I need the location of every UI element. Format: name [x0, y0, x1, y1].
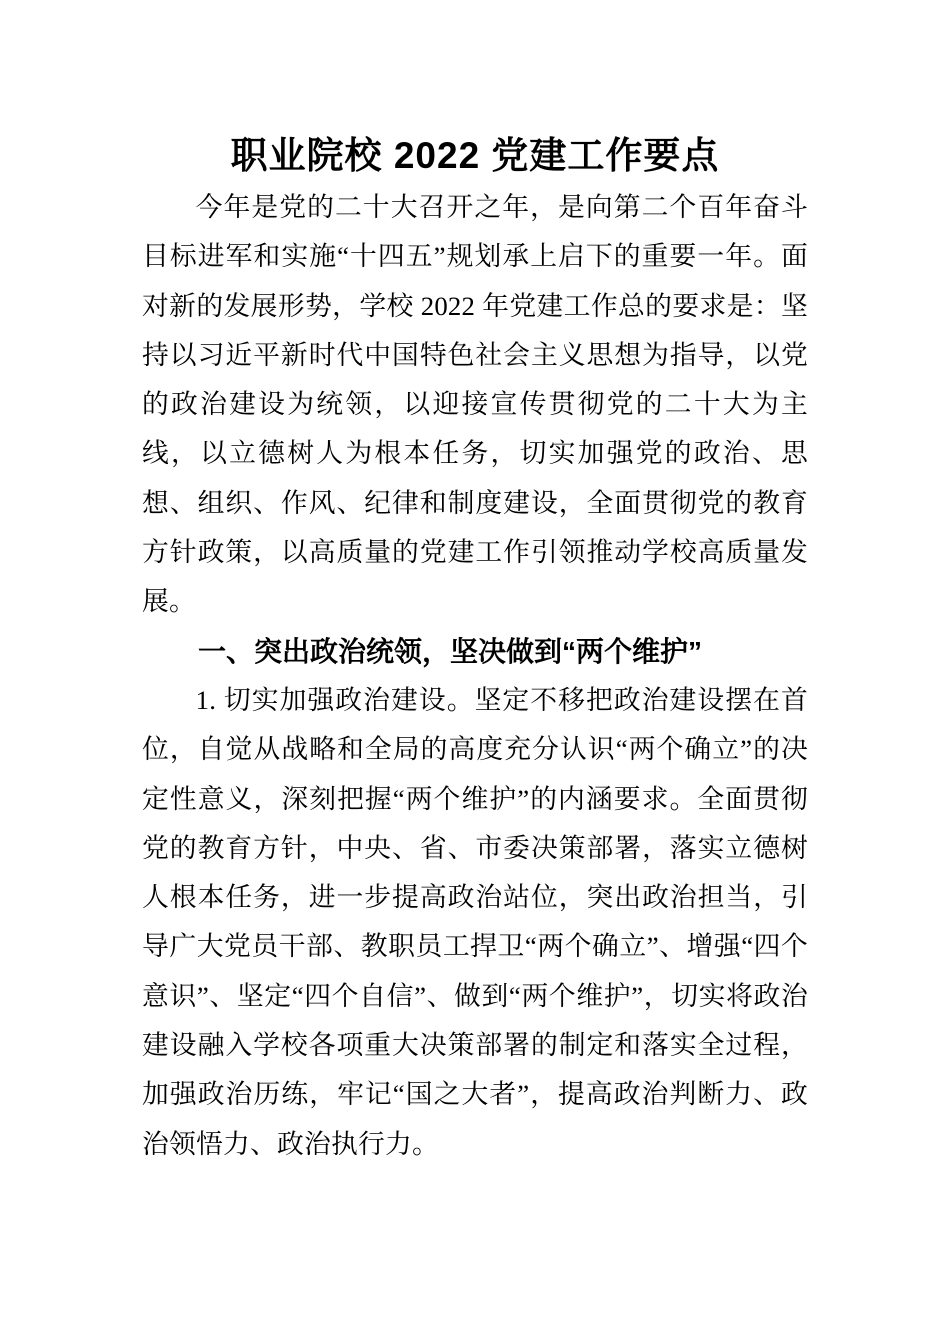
document-title: 职业院校 2022 党建工作要点	[230, 135, 720, 176]
section-1-paragraph: 1. 切实加强政治建设。坚定不移把政治建设摆在首位，自觉从战略和全局的高度充分认识“两个确立”的决定性意义，深刻把握“两个维护”的内涵要求。全面贯彻党的教育方针，中央、省、市委决策部署，落实立德树人根本任务，进一步提高政治站位，突出政治担当，引导广大党员干部、教职员工捍卫“两个确立”、增强“四个意识”、坚定“四个自信”、做到“两个维护”，切实将政治建设融入学校各项重大决策部署的制定和落实全过程，加强政治历练，牢记“国之大者”，提高政治判断力、政治领悟力、政治执行力。	[142, 684, 808, 1159]
opening-paragraph: 今年是党的二十大召开之年，是向第二个百年奋斗目标进军和实施“十四五”规划承上启下的重要一年。面对新的发展形势，学校 2022 年党建工作总的要求是：坚持以习近平新时代中国特色社会主义思想为指导，以党的政治建设为统领，以迎接宣传贯彻党的二十大为主线，以立德树人为根本任务，切实加强党的政治、思想、组织、作风、纪律和制度建设，全面贯彻党的教育方针政策，以高质量的党建工作引领推动学校高质量发展。	[142, 192, 808, 617]
document-content	[142, 128, 808, 1169]
section-1-heading: 一、突出政治统领，坚决做到“两个维护”	[198, 635, 703, 667]
